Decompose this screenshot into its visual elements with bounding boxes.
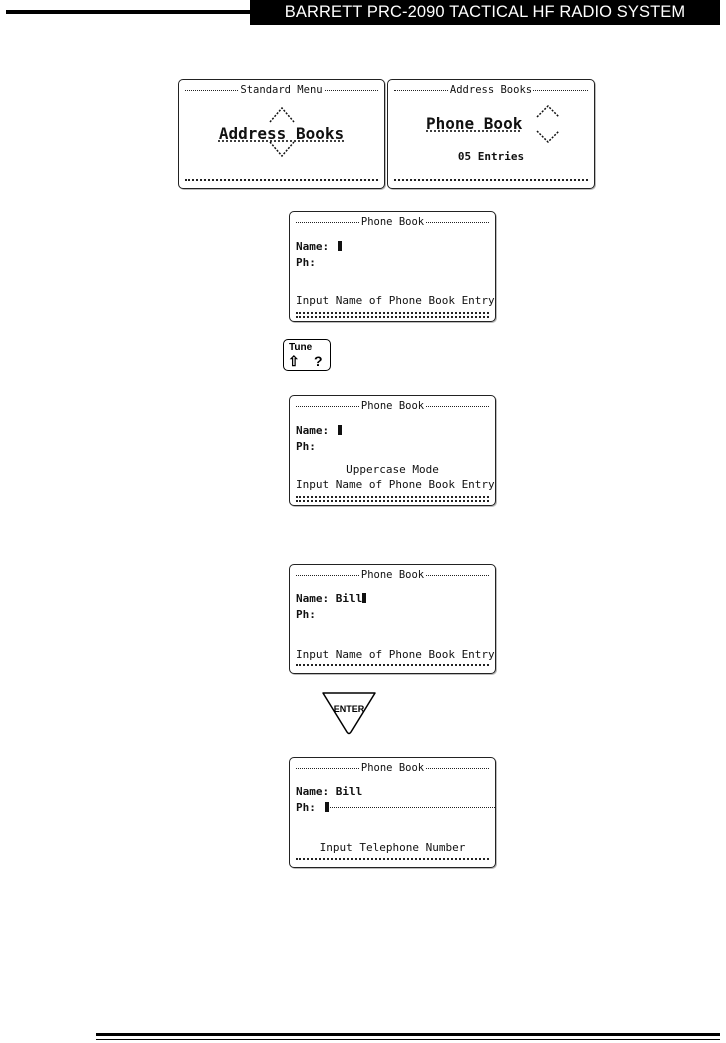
text-cursor (362, 593, 366, 603)
phone-field: Ph: (296, 608, 316, 621)
lcd-standard-menu (178, 79, 385, 189)
footer-rule-thick (96, 1033, 720, 1036)
phone-field: Ph: (296, 440, 316, 453)
lcd-phone-book-2 (289, 395, 496, 506)
lcd-phone-book-3 (289, 564, 496, 674)
lcd-phone-book-4 (289, 757, 496, 868)
name-field: Name: (296, 240, 342, 253)
up-down-arrows-icon (531, 102, 565, 146)
lcd-title: Phone Book (296, 215, 489, 229)
lcd-phone-book-1 (289, 211, 496, 322)
name-field: Name: Bill (296, 592, 366, 605)
prompt-text: Input Name of Phone Book Entry (296, 478, 495, 491)
enter-key-label: ENTER (333, 704, 365, 714)
text-cursor (338, 241, 342, 251)
lcd-title: Phone Book (296, 761, 489, 775)
prompt-text: Input Name of Phone Book Entry (296, 294, 495, 307)
tune-shift-key[interactable] (283, 339, 331, 371)
prompt-text: Input Telephone Number (319, 841, 466, 854)
lcd-footer-rule (394, 179, 588, 181)
lcd-address-books (387, 79, 595, 189)
lcd-title: Standard Menu (185, 83, 378, 97)
help-question-icon: ? (314, 353, 323, 369)
text-cursor (338, 425, 342, 435)
phone-number-placeholder (330, 807, 495, 808)
entries-count: 05 Entries (457, 150, 525, 163)
page-header-title: BARRETT PRC-2090 TACTICAL HF RADIO SYSTEM (250, 0, 720, 25)
shift-arrow-icon: ⇧ (288, 353, 300, 369)
prompt-text: Input Name of Phone Book Entry (296, 648, 495, 661)
phone-field: Ph: (296, 801, 495, 814)
enter-key[interactable] (320, 690, 378, 736)
tune-key-label: Tune (289, 342, 313, 353)
menu-item-label: Phone Book (426, 114, 523, 133)
lcd-title: Phone Book (296, 399, 489, 413)
lcd-footer-rule (296, 312, 489, 314)
mode-indicator: Uppercase Mode (346, 463, 439, 476)
lcd-title: Phone Book (296, 568, 489, 582)
name-field: Name: Bill (296, 785, 363, 798)
footer-rule-thin (96, 1039, 720, 1040)
lcd-footer-rule (296, 664, 489, 666)
text-cursor (325, 802, 329, 812)
menu-item-label: Address Books (218, 124, 345, 143)
phone-field: Ph: (296, 256, 316, 269)
name-field: Name: (296, 424, 342, 437)
lcd-footer-rule (185, 179, 378, 181)
lcd-title: Address Books (394, 83, 588, 97)
lcd-footer-rule (296, 858, 489, 860)
lcd-footer-rule (296, 496, 489, 498)
header-rule (6, 10, 250, 14)
